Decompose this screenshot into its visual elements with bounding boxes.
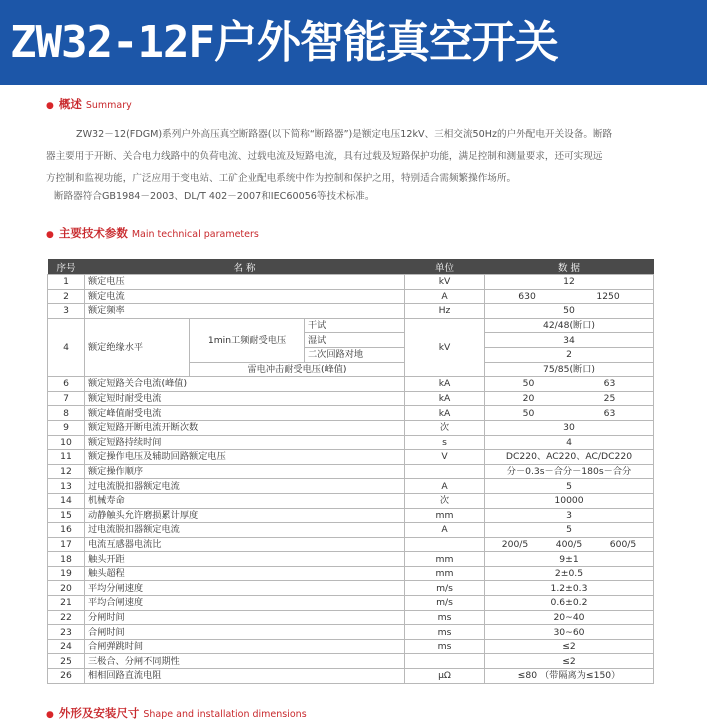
table-row [48, 420, 654, 435]
table-row [48, 479, 654, 494]
summary-heading-zh: 概述 [58, 97, 82, 111]
cell-unit: V [405, 450, 485, 465]
cell-value: 分－0.3s－合分－180s－合分 [485, 464, 654, 479]
cell-value: 5 [485, 479, 654, 494]
cell-unit: A [405, 479, 485, 494]
cell-no: 17 [48, 537, 85, 552]
summary-line: 断路器符合GB1984－2003、DL/T 402－2007和IEC60056等技术标准。 [54, 191, 375, 202]
cell-name: 动静触头允许磨损累计厚度 [85, 508, 405, 523]
cell-name: 机械寿命 [85, 493, 405, 508]
cell-name: 额定绝缘水平 [85, 318, 190, 376]
cell-value [485, 406, 654, 421]
value-group [488, 377, 650, 390]
cell-value [485, 391, 654, 406]
cell-value: 2 [485, 347, 654, 362]
cell-name: 相相回路直流电阻 [85, 669, 405, 684]
cell-unit [405, 537, 485, 552]
value-item: 20 [522, 393, 535, 405]
shape-heading [46, 705, 307, 721]
cell-no: 23 [48, 625, 85, 640]
cell-name: 额定短路开断电流开断次数 [85, 420, 405, 435]
cell-no: 9 [48, 420, 85, 435]
cell-name: 合闸时间 [85, 625, 405, 640]
cell-unit [405, 654, 485, 669]
cell-no: 13 [48, 479, 85, 494]
params-heading [46, 225, 259, 241]
cell-no: 6 [48, 377, 85, 392]
value-item: 50 [522, 407, 535, 419]
cell-value: 30 [485, 420, 654, 435]
shape-heading-zh: 外形及安装尺寸 [58, 706, 140, 720]
cell-name: 分闸时间 [85, 610, 405, 625]
bullet-icon: ● [46, 101, 54, 111]
cell-value: 2±0.5 [485, 566, 654, 581]
table-row [48, 566, 654, 581]
cell-value: 1.2±0.3 [485, 581, 654, 596]
cell-value: 4 [485, 435, 654, 450]
cell-unit: A [405, 523, 485, 538]
cell-subgroup: 1min工频耐受电压 [190, 318, 305, 362]
cell-value: 3 [485, 508, 654, 523]
cell-unit: ms [405, 625, 485, 640]
cell-value: 9±1 [485, 552, 654, 567]
cell-value [485, 537, 654, 552]
cell-unit: kV [405, 318, 485, 376]
cell-name: 合闸弹跳时间 [85, 639, 405, 654]
cell-name: 额定峰值耐受电流 [85, 406, 405, 421]
cell-name: 平均合闸速度 [85, 596, 405, 611]
table-row [48, 493, 654, 508]
cell-unit: 次 [405, 420, 485, 435]
cell-name: 过电流脱扣器额定电流 [85, 479, 405, 494]
cell-name: 额定短路关合电流(峰值) [85, 377, 405, 392]
cell-name: 额定操作电压及辅助回路额定电压 [85, 450, 405, 465]
cell-no: 14 [48, 493, 85, 508]
cell-unit: mm [405, 508, 485, 523]
cell-value: 0.6±0.2 [485, 596, 654, 611]
cell-unit: A [405, 289, 485, 304]
cell-name: 额定短时耐受电流 [85, 391, 405, 406]
cell-name: 额定短路持续时间 [85, 435, 405, 450]
cell-unit: kV [405, 275, 485, 290]
cell-value: 30~60 [485, 625, 654, 640]
header-no: 序号 [48, 259, 85, 275]
cell-no: 19 [48, 566, 85, 581]
cell-no: 15 [48, 508, 85, 523]
table-row [48, 450, 654, 465]
value-item: 600/5 [609, 538, 637, 550]
value-item: 50 [522, 378, 535, 390]
cell-value: 75/85(断口) [485, 362, 654, 377]
cell-value: ≤2 [485, 654, 654, 669]
table-row [48, 625, 654, 640]
cell-unit: mm [405, 552, 485, 567]
cell-sublabel: 干试 [305, 318, 405, 333]
cell-no: 4 [48, 318, 85, 376]
cell-no: 20 [48, 581, 85, 596]
table-row [48, 406, 654, 421]
cell-unit: kA [405, 406, 485, 421]
cell-value: ≤80 （带隔离为≤150） [485, 669, 654, 684]
summary-heading [46, 96, 132, 112]
table-row [48, 552, 654, 567]
cell-name: 额定频率 [85, 304, 405, 319]
cell-value: 42/48(断口) [485, 318, 654, 333]
cell-no: 16 [48, 523, 85, 538]
table-row [48, 596, 654, 611]
cell-no: 3 [48, 304, 85, 319]
value-group [488, 392, 650, 405]
summary-paragraph-1 [46, 124, 666, 190]
cell-sublabel: 雷电冲击耐受电压(峰值) [190, 362, 405, 377]
cell-unit [405, 464, 485, 479]
table-row [48, 435, 654, 450]
parameters-table [47, 259, 654, 684]
value-group [488, 290, 650, 303]
cell-value: 12 [485, 275, 654, 290]
cell-unit: s [405, 435, 485, 450]
cell-value: 34 [485, 333, 654, 348]
title-banner [0, 0, 707, 85]
cell-value [485, 377, 654, 392]
table-row [48, 654, 654, 669]
cell-no: 2 [48, 289, 85, 304]
cell-no: 26 [48, 669, 85, 684]
cell-no: 1 [48, 275, 85, 290]
table-row [48, 377, 654, 392]
table-row [48, 391, 654, 406]
table-row [48, 464, 654, 479]
value-item: 200/5 [501, 538, 529, 550]
cell-unit: kA [405, 377, 485, 392]
cell-value: 10000 [485, 493, 654, 508]
cell-no: 10 [48, 435, 85, 450]
cell-unit: kA [405, 391, 485, 406]
header-data: 数 据 [485, 259, 654, 275]
table-row [48, 275, 654, 290]
cell-no: 25 [48, 654, 85, 669]
bullet-icon: ● [46, 230, 54, 240]
table-row [48, 304, 654, 319]
table-row [48, 289, 654, 304]
cell-value: DC220、AC220、AC/DC220 [485, 450, 654, 465]
cell-name: 平均分闸速度 [85, 581, 405, 596]
cell-name: 额定电压 [85, 275, 405, 290]
value-item: 1250 [596, 290, 620, 302]
value-item: 25 [603, 393, 616, 405]
cell-sublabel: 二次回路对地 [305, 347, 405, 362]
table-row [48, 318, 654, 333]
cell-value: 50 [485, 304, 654, 319]
table-row [48, 508, 654, 523]
cell-value [485, 289, 654, 304]
cell-no: 22 [48, 610, 85, 625]
value-group [488, 538, 650, 551]
cell-sublabel: 湿试 [305, 333, 405, 348]
table-row [48, 610, 654, 625]
cell-name: 额定操作顺序 [85, 464, 405, 479]
page-title: ZW32-12F户外智能真空开关 [10, 17, 558, 68]
summary-line: ZW32－12(FDGM)系列户外高压真空断路器(以下简称“断路器”)是额定电压12kV、三相交流50Hz的户外配电开关设备。断路 [76, 129, 613, 140]
cell-unit: μΩ [405, 669, 485, 684]
summary-line: 器主要用于开断、关合电力线路中的负荷电流、过载电流及短路电流，具有过载及短路保护功能，满足控制和测量要求，还可实现远 [46, 151, 603, 162]
table-row [48, 537, 654, 552]
cell-name: 电流互感器电流比 [85, 537, 405, 552]
value-group [488, 407, 650, 420]
header-name: 名 称 [85, 259, 405, 275]
table-header-row [48, 259, 654, 275]
cell-value: 5 [485, 523, 654, 538]
cell-unit: 次 [405, 493, 485, 508]
bullet-icon: ● [46, 710, 54, 720]
value-item: 630 [518, 290, 536, 302]
params-heading-en: Main technical parameters [131, 229, 259, 240]
cell-name: 三极合、分闸不同期性 [85, 654, 405, 669]
value-item: 400/5 [555, 538, 583, 550]
cell-no: 18 [48, 552, 85, 567]
cell-no: 7 [48, 391, 85, 406]
cell-unit: Hz [405, 304, 485, 319]
cell-name: 过电流脱扣器额定电流 [85, 523, 405, 538]
table-row [48, 523, 654, 538]
summary-heading-en: Summary [85, 100, 132, 111]
cell-unit: ms [405, 610, 485, 625]
table-row [48, 581, 654, 596]
table-row [48, 669, 654, 684]
value-item: 63 [603, 378, 616, 390]
cell-unit: m/s [405, 596, 485, 611]
cell-unit: m/s [405, 581, 485, 596]
cell-no: 24 [48, 639, 85, 654]
cell-no: 21 [48, 596, 85, 611]
header-unit: 单位 [405, 259, 485, 275]
cell-no: 11 [48, 450, 85, 465]
cell-name: 触头超程 [85, 566, 405, 581]
cell-name: 额定电流 [85, 289, 405, 304]
cell-name: 触头开距 [85, 552, 405, 567]
summary-line: 方控制和监视功能，广泛应用于变电站、工矿企业配电系统中作为控制和保护之用，特别适合需频繁操作场所。 [46, 173, 517, 184]
table-row [48, 639, 654, 654]
value-item: 63 [603, 407, 616, 419]
cell-unit: ms [405, 639, 485, 654]
cell-no: 12 [48, 464, 85, 479]
cell-no: 8 [48, 406, 85, 421]
cell-value: ≤2 [485, 639, 654, 654]
params-heading-zh: 主要技术参数 [58, 226, 128, 240]
cell-unit: mm [405, 566, 485, 581]
summary-paragraph-2 [46, 186, 666, 208]
shape-heading-en: Shape and installation dimensions [143, 709, 307, 720]
cell-value: 20~40 [485, 610, 654, 625]
